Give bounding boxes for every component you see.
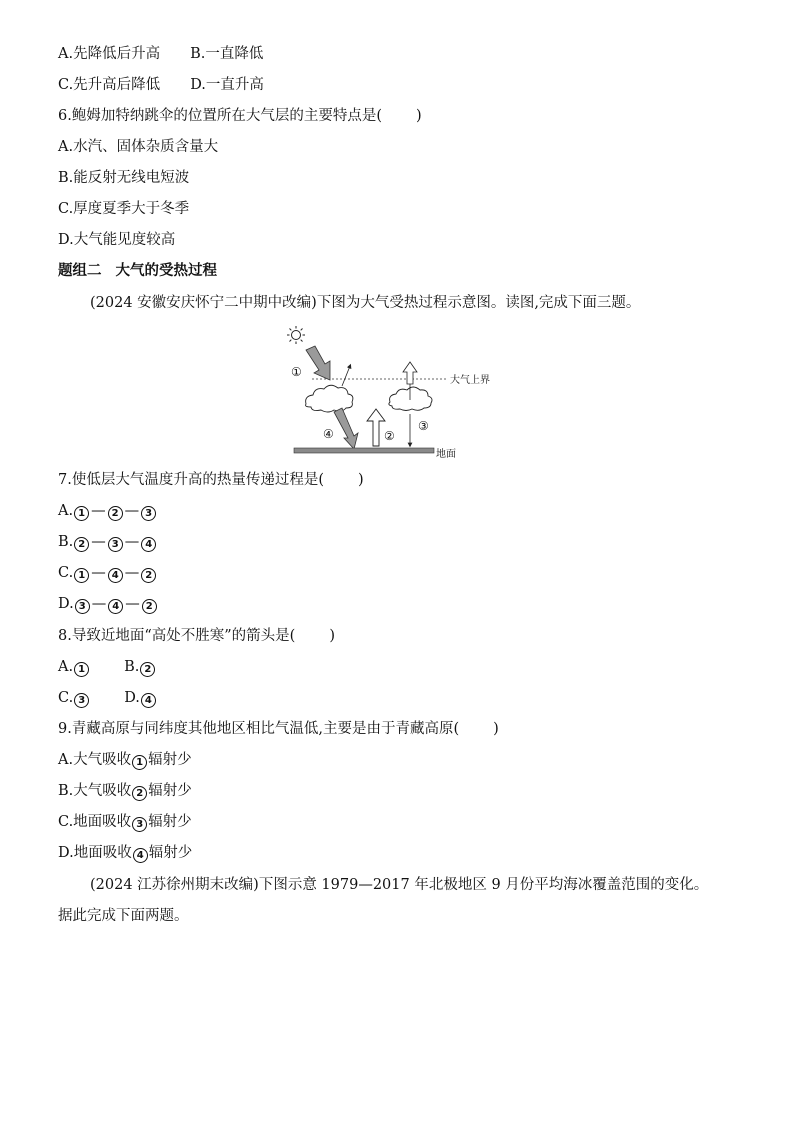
q9-option-suffix: 辐射少	[148, 783, 192, 799]
q7-option-letter: D.	[58, 596, 74, 612]
q7-option-letter: C.	[58, 565, 74, 581]
q5-option-c[interactable]: C.先升高后降低	[58, 77, 161, 93]
mark-2: ②	[384, 429, 395, 443]
q9-stem-text: 9.青藏高原与同纬度其他地区相比气温低,主要是由于青藏高原(	[58, 721, 460, 737]
q6-option-b[interactable]: B.能反射无线电短波	[58, 170, 190, 186]
dash: —	[91, 534, 106, 550]
q6-stem	[58, 106, 422, 126]
arrow-4-solar-to-ground	[334, 408, 358, 449]
circled-number: 3	[108, 537, 123, 552]
dash: —	[125, 596, 140, 612]
dash: —	[124, 565, 140, 581]
q9-option-b[interactable]	[58, 781, 192, 801]
q9-option-prefix: B.大气吸收	[58, 783, 132, 799]
q8-option-letter: D.	[124, 690, 140, 706]
q8-option-letter: A.	[58, 659, 74, 675]
q8-options-row-2	[58, 688, 157, 708]
group2-title: 大气的受热过程	[115, 262, 217, 279]
q8-stem-text: 8.导致近地面“高处不胜寒”的箭头是(	[58, 628, 296, 644]
q9-option-a[interactable]	[58, 750, 192, 770]
dash: —	[124, 534, 140, 550]
dash: —	[91, 596, 107, 612]
group2-intro: (2024 安徽安庆怀宁二中期中改编)下图为大气受热过程示意图。读图,完成下面三题。	[90, 295, 641, 311]
q7-option-d[interactable]	[58, 594, 158, 614]
circled-number: 2	[142, 599, 157, 614]
q5-option-d[interactable]: D.一直升高	[190, 77, 264, 93]
circled-number: 2	[132, 786, 147, 801]
dash: —	[124, 503, 140, 519]
q8-option-d[interactable]	[124, 688, 157, 708]
circled-number: 2	[141, 568, 156, 583]
q8-option-a[interactable]	[58, 657, 90, 677]
q9-option-c[interactable]	[58, 812, 192, 832]
mark-3: ③	[418, 419, 429, 433]
circled-number: 3	[141, 506, 156, 521]
ground-label: 地面	[436, 449, 456, 460]
q5-option-a[interactable]: A.先降低后升高	[58, 46, 161, 62]
right-cloud	[389, 387, 432, 411]
q7-stem	[58, 470, 364, 490]
sun-icon	[287, 326, 305, 344]
q9-stem-close: )	[493, 721, 499, 737]
circled-number: 1	[74, 662, 89, 677]
circled-number: 1	[74, 568, 89, 583]
ground-surface	[294, 448, 434, 453]
q9-stem	[58, 719, 499, 739]
q6-option-c[interactable]: C.厚度夏季大于冬季	[58, 201, 190, 217]
q7-stem-close: )	[358, 472, 364, 488]
q6-option-d[interactable]: D.大气能见度较高	[58, 232, 176, 248]
q7-option-letter: A.	[58, 503, 74, 519]
circled-number: 4	[108, 599, 123, 614]
q6-stem-text: 6.鲍姆加特纳跳伞的位置所在大气层的主要特点是(	[58, 108, 382, 124]
arrow-1-solar-radiation	[306, 346, 330, 380]
q5-options-row-2	[58, 75, 264, 95]
atmosphere-top-label: 大气上界	[450, 375, 490, 386]
circled-number: 4	[141, 537, 156, 552]
next-intro-line-2: 据此完成下面两题。	[58, 908, 189, 924]
q9-option-suffix: 辐射少	[148, 752, 192, 768]
arrow-2-ground-radiation	[367, 409, 385, 446]
q6-stem-close: )	[416, 108, 422, 124]
circled-number: 1	[132, 755, 147, 770]
q9-option-prefix: D.地面吸收	[58, 845, 132, 861]
group2-heading	[58, 261, 217, 281]
q5-option-b[interactable]: B.一直降低	[190, 46, 264, 62]
circled-number: 3	[74, 693, 89, 708]
atmosphere-heating-diagram	[280, 326, 490, 462]
mark-1: ①	[291, 365, 302, 379]
q8-option-c[interactable]	[58, 688, 90, 708]
q8-option-b[interactable]	[124, 657, 156, 677]
q7-option-letter: B.	[58, 534, 74, 550]
circled-number: 2	[140, 662, 155, 677]
dash: —	[91, 565, 106, 581]
mark-4: ④	[323, 427, 334, 441]
circled-number: 4	[133, 848, 148, 863]
circled-number: 4	[108, 568, 123, 583]
circled-number: 3	[132, 817, 147, 832]
q8-option-letter: B.	[124, 659, 140, 675]
q7-option-c[interactable]	[58, 563, 157, 583]
q9-option-prefix: A.大气吸收	[58, 752, 132, 768]
q8-stem	[58, 626, 335, 646]
q5-options-row-1	[58, 44, 263, 64]
q7-option-a[interactable]	[58, 501, 157, 521]
group2-label: 题组二	[58, 262, 102, 279]
circled-number: 4	[141, 693, 156, 708]
q8-stem-close: )	[329, 628, 335, 644]
circled-number: 3	[75, 599, 90, 614]
circled-number: 1	[74, 506, 89, 521]
next-intro-line-1: (2024 江苏徐州期末改编)下图示意 1979—2017 年北极地区 9 月份平均海冰覆盖范围的变化。	[90, 877, 709, 893]
q6-option-a[interactable]: A.水汽、固体杂质含量大	[58, 139, 219, 155]
reflected-arrow	[342, 366, 350, 386]
q9-option-suffix: 辐射少	[148, 845, 193, 861]
circled-number: 2	[74, 537, 89, 552]
q7-stem-text: 7.使低层大气温度升高的热量传递过程是(	[58, 472, 324, 488]
dash: —	[91, 503, 106, 519]
q9-option-d[interactable]	[58, 843, 192, 863]
q7-option-b[interactable]	[58, 532, 157, 552]
q8-options-row-1	[58, 657, 156, 677]
left-cloud	[306, 385, 353, 412]
q8-option-letter: C.	[58, 690, 74, 706]
q9-option-prefix: C.地面吸收	[58, 814, 132, 830]
circled-number: 2	[108, 506, 123, 521]
q9-option-suffix: 辐射少	[148, 814, 192, 830]
